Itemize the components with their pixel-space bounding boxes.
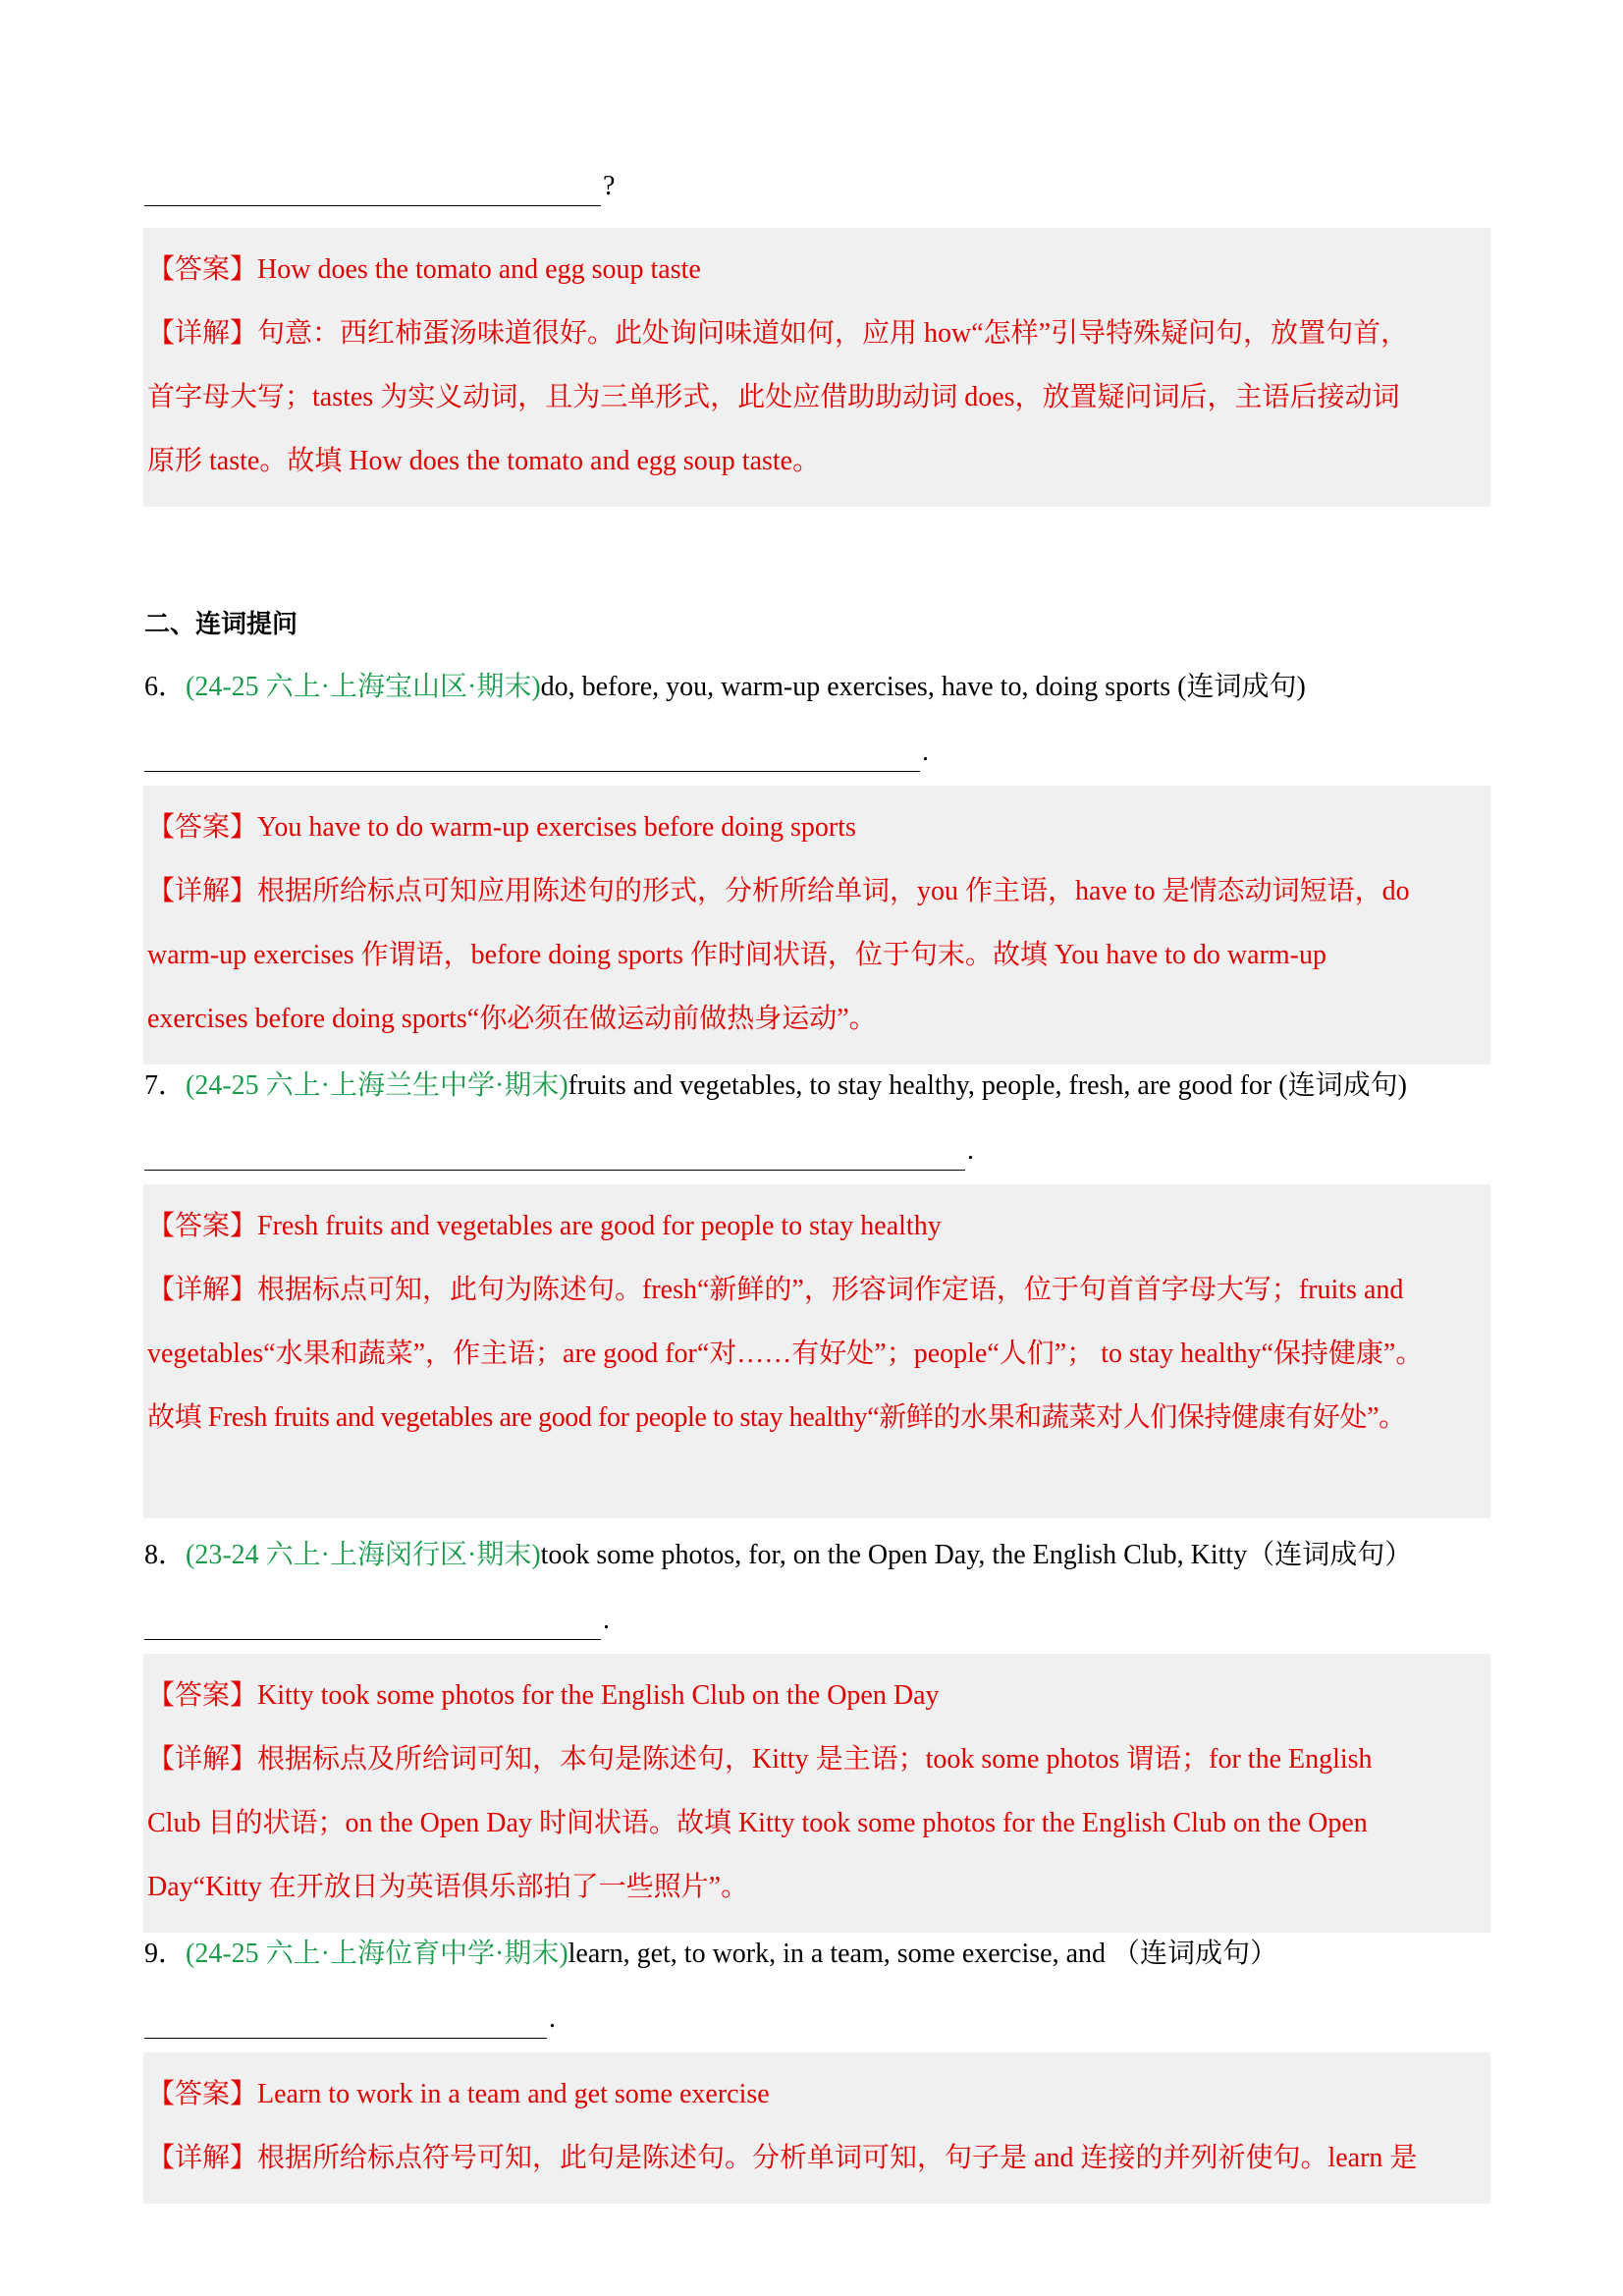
- answer-box-q6: [143, 786, 1490, 1065]
- detail-line: [147, 2126, 1487, 2190]
- answer-box-q8: [143, 1654, 1490, 1933]
- detail-label: 【详解】: [147, 1275, 258, 1305]
- detail-line: warm-up exercises 作谓语，before doing sports 作时间状语，位于句末。故填 You have to do warm-up: [147, 940, 1326, 970]
- answer-blank-q6: [144, 733, 1489, 772]
- blank-punct: .: [603, 1605, 610, 1635]
- answer-text: Learn to work in a team and get some exercise: [257, 2079, 770, 2109]
- question-source: (23-24 六上·上海闵行区·期末): [186, 1540, 541, 1570]
- answer-label: 【答案】: [147, 1680, 258, 1711]
- answer-line: [147, 2062, 1487, 2126]
- detail-line: [147, 859, 1487, 923]
- answer-line: [147, 238, 1487, 301]
- detail-label: 【详解】: [147, 876, 258, 906]
- answer-line: [147, 795, 1487, 859]
- answer-text: How does the tomato and egg soup taste: [257, 254, 701, 285]
- detail-line: Club 目的状语；on the Open Day 时间状语。故填 Kitty took some photos for the English Club on the Open: [147, 1808, 1368, 1838]
- answer-label: 【答案】: [147, 812, 258, 843]
- answer-line: [147, 1664, 1487, 1727]
- section-title: 二、连词提问: [144, 610, 298, 639]
- answer-label: 【答案】: [147, 254, 258, 285]
- answer-line: [147, 1194, 1487, 1258]
- blank-punct: .: [922, 737, 929, 767]
- answer-blank-q9: [144, 1999, 1489, 2039]
- question-number: 8．: [144, 1540, 187, 1570]
- answer-blank-q7: [144, 1131, 1489, 1171]
- blank-punct: .: [967, 1135, 974, 1166]
- question-source: (24-25 六上·上海位育中学·期末): [186, 1939, 568, 1969]
- detail-line: [147, 1258, 1487, 1322]
- question-7: [144, 1066, 1489, 1106]
- detail-line: 原形 taste。故填 How does the tomato and egg soup taste。: [147, 446, 821, 476]
- answer-text: Kitty took some photos for the English Club on the Open Day: [257, 1680, 940, 1711]
- detail-line: [147, 301, 1487, 365]
- answer-box-q7: [143, 1184, 1490, 1518]
- blank-rule: [144, 743, 920, 772]
- detail-text: 根据所给标点可知应用陈述句的形式，分析所给单词，you 作主语，have to 是情态动词短语，do: [257, 876, 1410, 906]
- question-text: do, before, you, warm-up exercises, have to, doing sports (连词成句): [540, 672, 1306, 702]
- question-8: [144, 1536, 1489, 1575]
- detail-label: 【详解】: [147, 318, 258, 349]
- blank-punct: .: [549, 2003, 556, 2034]
- detail-text: 根据标点可知，此句为陈述句。fresh“新鲜的”，形容词作定语，位于句首首字母大写；fruits and: [257, 1275, 1404, 1305]
- blank-punct: ?: [603, 171, 616, 201]
- question-text: fruits and vegetables, to stay healthy, people, fresh, are good for (连词成句): [568, 1070, 1407, 1101]
- blank-rule: [144, 178, 601, 206]
- detail-text: 根据所给标点符号可知，此句是陈述句。分析单词可知，句子是 and 连接的并列祈使句。learn 是: [257, 2143, 1418, 2173]
- question-text: learn, get, to work, in a team, some exercise, and （连词成句）: [568, 1939, 1277, 1969]
- blank-rule: [144, 1612, 601, 1640]
- detail-line: [147, 1727, 1487, 1791]
- answer-blank-q8: [144, 1601, 1489, 1640]
- detail-line: 故填 Fresh fruits and vegetables are good for people to stay healthy“新鲜的水果和蔬菜对人们保持健康有好处”。: [147, 1402, 1406, 1433]
- blank-rule: [144, 1142, 965, 1171]
- answer-blank-q5: [144, 167, 1489, 206]
- detail-text: 根据标点及所给词可知，本句是陈述句，Kitty 是主语；took some photos 谓语；for the English: [257, 1744, 1373, 1775]
- document-page: [144, 167, 1489, 2204]
- question-text: took some photos, for, on the Open Day, the English Club, Kitty（连词成句）: [540, 1540, 1413, 1570]
- detail-line: vegetables“水果和蔬菜”，作主语；are good for“对……有好处”；people“人们”； to stay healthy“保持健康”。: [147, 1339, 1424, 1369]
- question-number: 9．: [144, 1939, 187, 1969]
- answer-label: 【答案】: [147, 2079, 258, 2109]
- question-9: [144, 1935, 1489, 1974]
- detail-line: 首字母大写；tastes 为实义动词，且为三单形式，此处应借助助动词 does，放置疑问词后，主语后接动词: [147, 382, 1400, 412]
- answer-box-q5: [143, 228, 1490, 507]
- question-number: 7．: [144, 1070, 187, 1101]
- blank-rule: [144, 2010, 547, 2039]
- detail-label: 【详解】: [147, 1744, 258, 1775]
- question-number: 6．: [144, 672, 187, 702]
- answer-box-q9: [143, 2052, 1490, 2204]
- answer-label: 【答案】: [147, 1211, 258, 1241]
- answer-text: Fresh fruits and vegetables are good for people to stay healthy: [257, 1211, 942, 1241]
- detail-line: exercises before doing sports“你必须在做运动前做热身运动”。: [147, 1004, 877, 1034]
- question-6: [144, 668, 1489, 707]
- detail-label: 【详解】: [147, 2143, 258, 2173]
- detail-text: 句意：西红柿蛋汤味道很好。此处询问味道如何，应用 how“怎样”引导特殊疑问句，放置句首，: [257, 318, 1409, 349]
- detail-line: Day“Kitty 在开放日为英语俱乐部拍了一些照片”。: [147, 1872, 749, 1902]
- question-source: (24-25 六上·上海兰生中学·期末): [186, 1070, 568, 1101]
- question-source: (24-25 六上·上海宝山区·期末): [186, 672, 541, 702]
- answer-text: You have to do warm-up exercises before doing sports: [257, 812, 856, 843]
